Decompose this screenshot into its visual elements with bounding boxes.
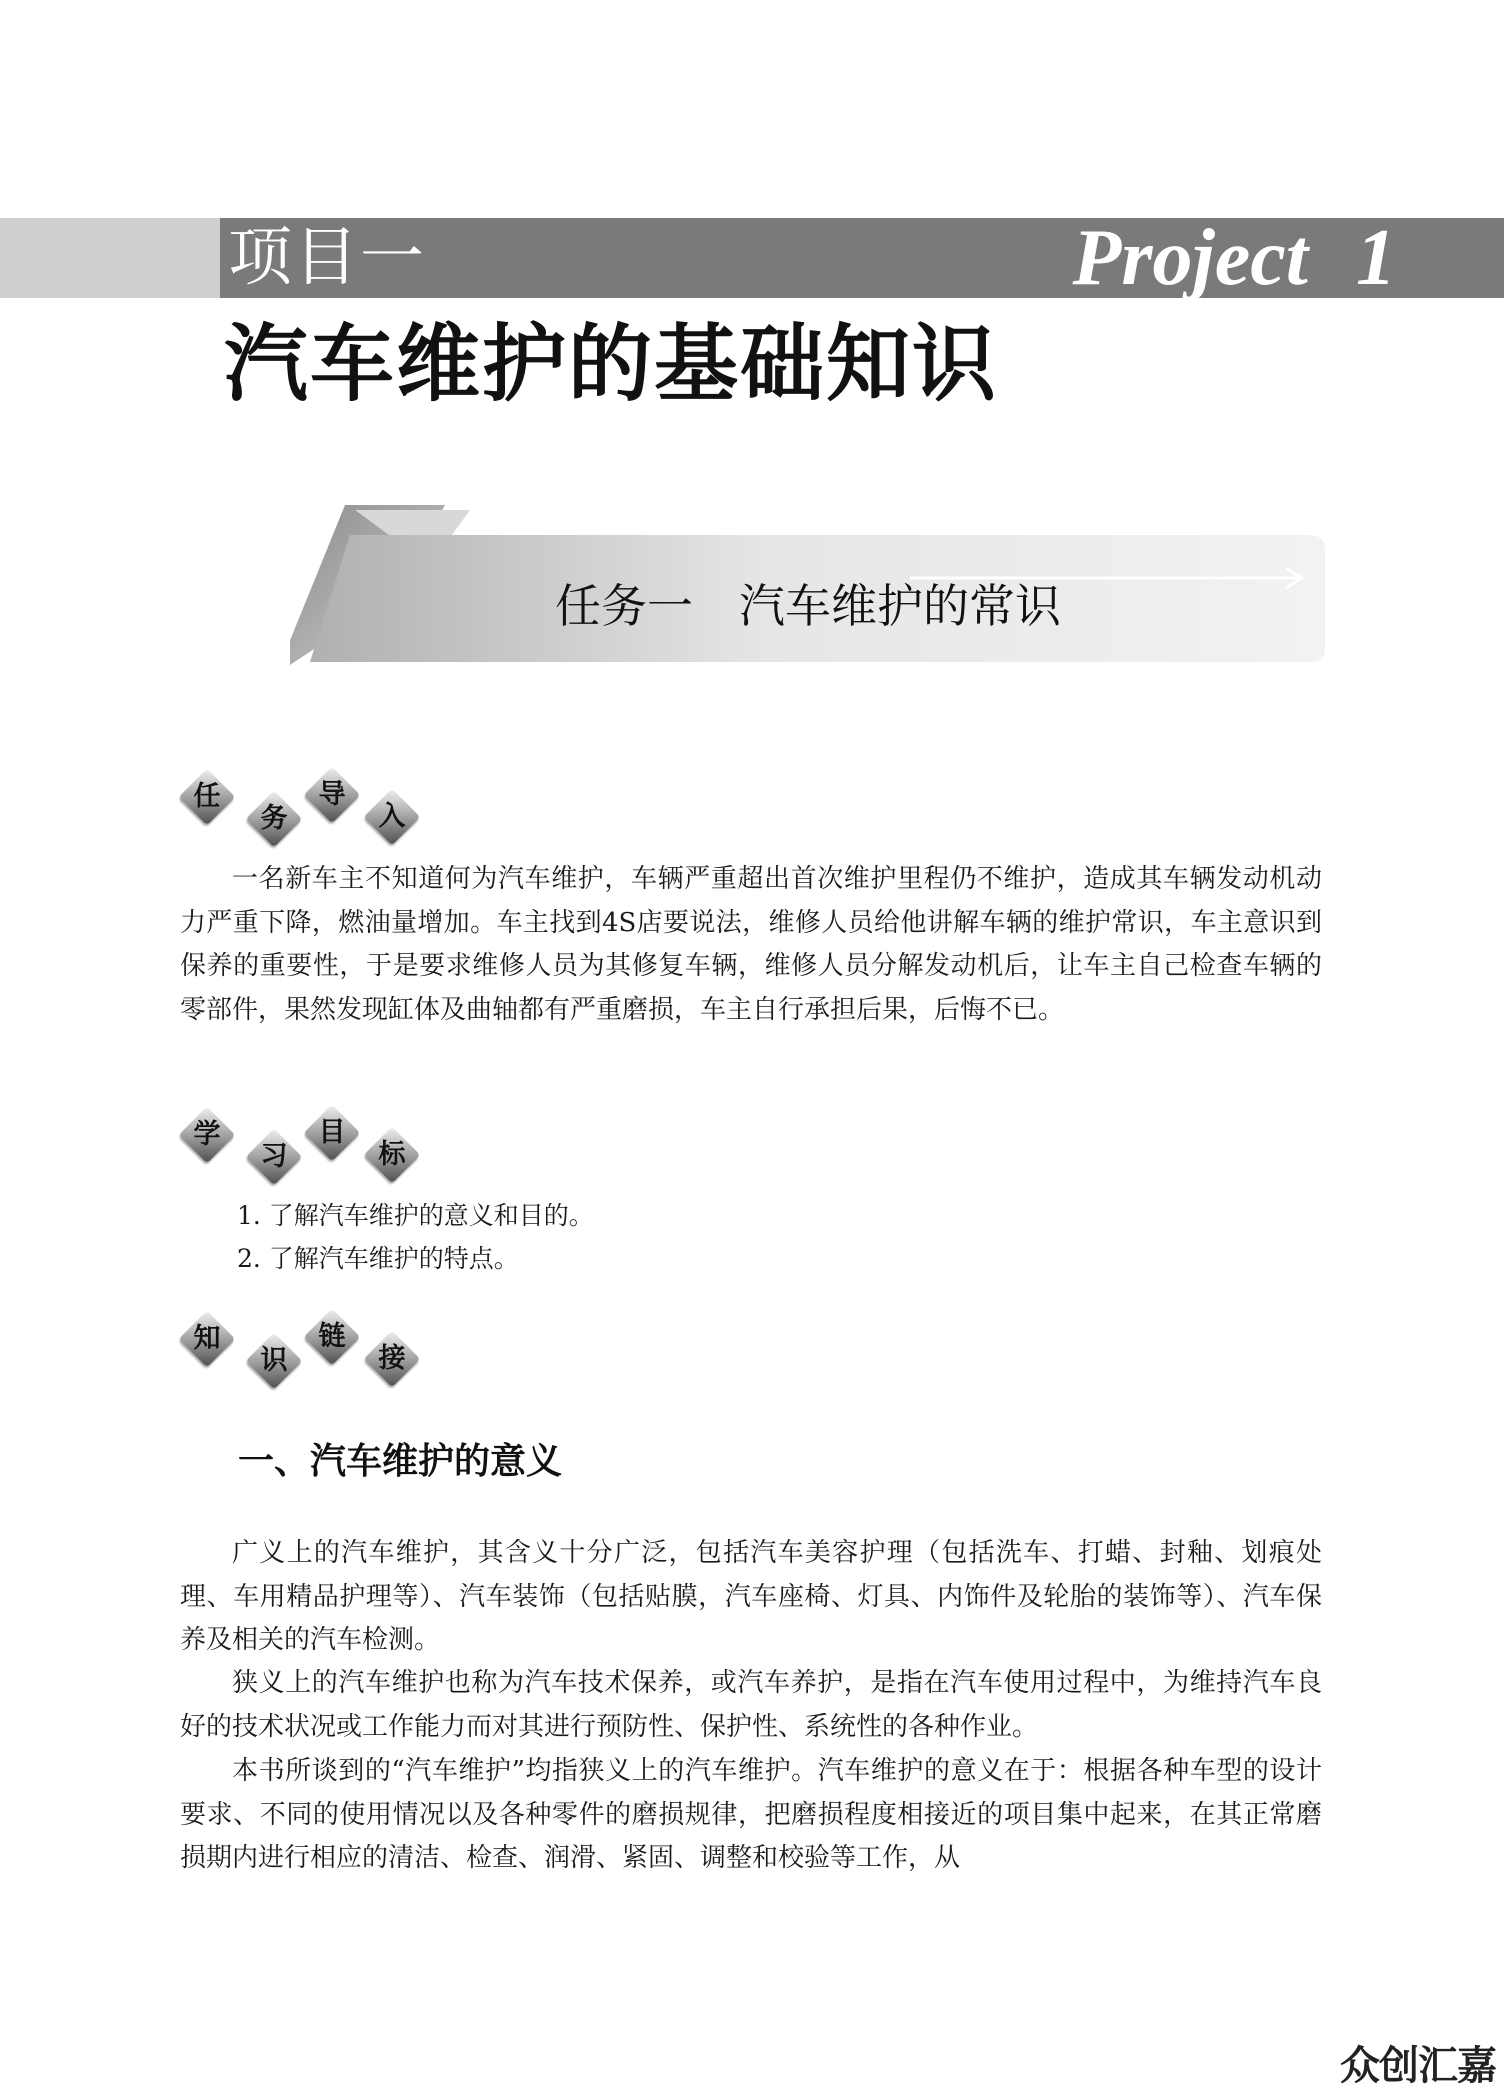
badge-char: 务 <box>260 803 288 834</box>
section-badge-knowledge-link <box>180 1302 435 1397</box>
badge-char: 学 <box>193 1119 221 1150</box>
section-badge-task-intro <box>180 760 435 855</box>
badge-char: 导 <box>318 779 346 810</box>
body-paragraph: 本书所谈到的“汽车维护”均指狭义上的汽车维护。汽车维护的意义在于：根据各种车型的设计要求、不同的使用情况以及各种零件的磨损规律，把磨损程度相接近的项目集中起来，在其正常磨损期内进行相应的清洁、检查、润滑、紧固、调整和校验等工作，从 <box>180 1756 1322 1873</box>
badge-char: 任 <box>193 781 221 812</box>
body-paragraph: 广义上的汽车维护，其含义十分广泛，包括汽车美容护理（包括洗车、打蜡、封釉、划痕处理、车用精品护理等）、汽车装饰（包括贴膜，汽车座椅、灯具、内饰件及轮胎的装饰等）、汽车保养及相关的汽车检测。 <box>180 1538 1322 1655</box>
learning-goal-item: 2. 了解汽车维护的特点。 <box>237 1244 519 1273</box>
section-badge-learning-goals <box>180 1098 435 1193</box>
badge-char: 接 <box>378 1343 406 1374</box>
badge-char: 入 <box>378 801 406 832</box>
badge-char: 习 <box>260 1141 288 1172</box>
badge-char: 识 <box>260 1345 288 1376</box>
section-heading: 一、汽车维护的意义 <box>238 1441 563 1482</box>
project-number-cn: 项目一 <box>228 221 426 295</box>
project-number-en: Project 1 <box>1072 214 1396 302</box>
watermark: 众创汇嘉 <box>1340 2043 1496 2089</box>
badge-char: 目 <box>318 1117 346 1148</box>
project-title: 汽车维护的基础知识 <box>224 314 999 413</box>
task-intro-paragraph: 一名新车主不知道何为汽车维护，车辆严重超出首次维护里程仍不维护，造成其车辆发动机动力严重下降，燃油量增加。车主找到4S店要说法，维修人员给他讲解车辆的维护常识，车主意识到保养的重要性，于是要求维修人员为其修复车辆，维修人员分解发动机后，让车主自己检查车辆的零部件，果然发现缸体及曲轴都有严重磨损，车主自行承担后果，后悔不已。 <box>180 864 1322 1025</box>
badge-char: 链 <box>318 1321 346 1352</box>
body-paragraph: 狭义上的汽车维护也称为汽车技术保养，或汽车养护，是指在汽车使用过程中，为维持汽车良好的技术状况或工作能力而对其进行预防性、保护性、系统性的各种作业。 <box>180 1668 1322 1742</box>
badge-char: 知 <box>193 1323 221 1354</box>
learning-goal-item: 1. 了解汽车维护的意义和目的。 <box>237 1201 594 1230</box>
badge-char: 标 <box>378 1139 406 1170</box>
task-title: 任务一 汽车维护的常识 <box>555 579 1061 633</box>
